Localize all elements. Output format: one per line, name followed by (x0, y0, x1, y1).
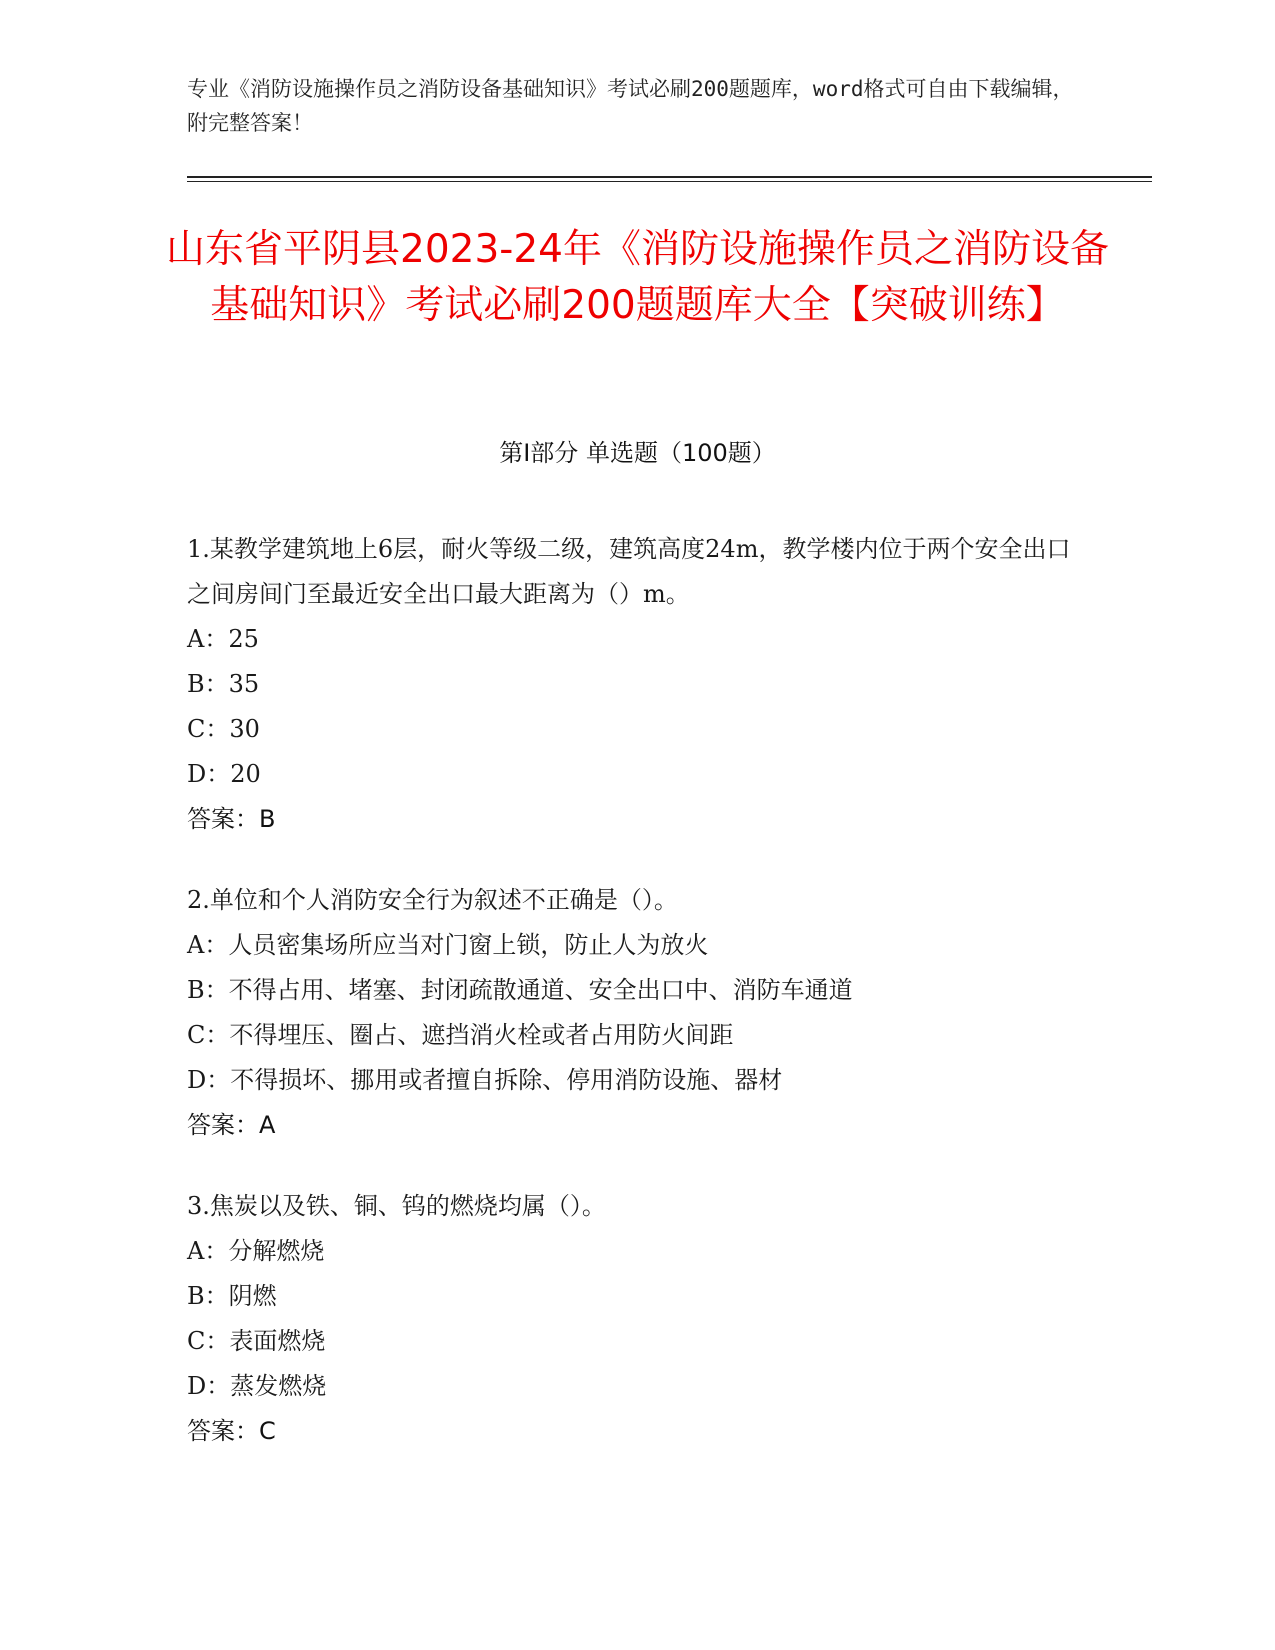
header-divider-thick (187, 176, 1152, 178)
option-d: D：不得损坏、挪用或者擅自拆除、停用消防设施、器材 (187, 1066, 783, 1094)
option-c: C：表面燃烧 (187, 1327, 326, 1355)
question-2 (187, 878, 1087, 1148)
section-heading: 第Ⅰ部分 单选题（100题） (499, 439, 776, 467)
header-divider-thin (187, 181, 1152, 182)
answer: 答案：B (187, 805, 276, 833)
question-3 (187, 1184, 1087, 1454)
option-c: C：不得埋压、圈占、遮挡消火栓或者占用防火间距 (187, 1021, 734, 1049)
option-b: B：阴燃 (187, 1282, 277, 1310)
question-stem: 1.某教学建筑地上6层，耐火等级二级，建筑高度24m，教学楼内位于两个安全出口之间房间门至最近安全出口最大距离为（）m。 (187, 535, 1071, 608)
question-1 (187, 527, 1087, 842)
question-stem: 3.焦炭以及铁、铜、钨的燃烧均属（）。 (187, 1192, 606, 1220)
option-d: D：蒸发燃烧 (187, 1372, 327, 1400)
option-d: D：20 (187, 760, 261, 788)
option-a: A：分解燃烧 (187, 1237, 325, 1265)
answer: 答案：C (187, 1417, 276, 1445)
option-a: A：人员密集场所应当对门窗上锁，防止人为放火 (187, 931, 709, 959)
option-b: B：35 (187, 670, 260, 698)
option-a: A：25 (187, 625, 259, 653)
option-b: B：不得占用、堵塞、封闭疏散通道、安全出口中、消防车通道 (187, 976, 853, 1004)
question-list (187, 527, 1087, 1490)
answer: 答案：A (187, 1111, 276, 1139)
header-note: 专业《消防设施操作员之消防设备基础知识》考试必刷200题题库，word格式可自由下载编辑，附完整答案！ (187, 77, 1074, 135)
option-c: C：30 (187, 715, 260, 743)
question-stem: 2.单位和个人消防安全行为叙述不正确是（）。 (187, 886, 678, 914)
document-title: 山东省平阴县2023-24年《消防设施操作员之消防设备基础知识》考试必刷200题题库大全【突破训练】 (166, 227, 1109, 328)
